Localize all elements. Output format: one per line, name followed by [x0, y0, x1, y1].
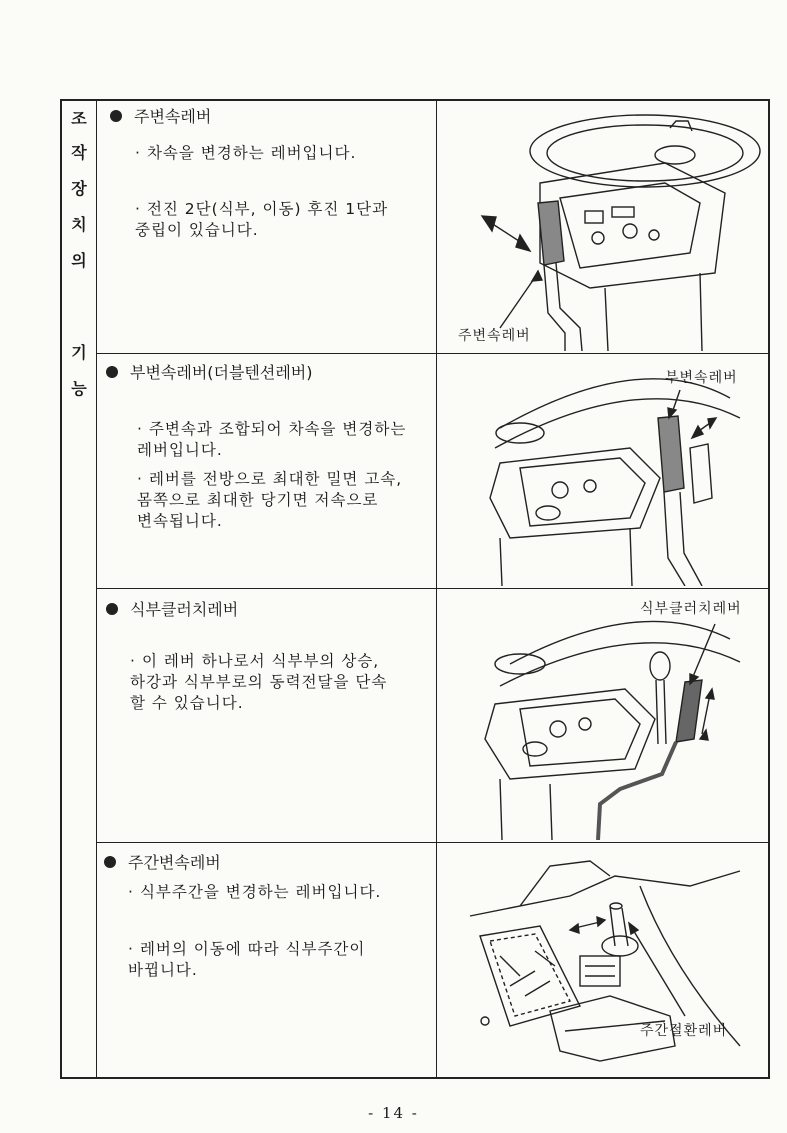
row-divider-3: [96, 842, 770, 843]
side-label-char: 능: [71, 379, 87, 398]
bullet-icon: [104, 856, 116, 868]
section-title-sub-shift: [106, 360, 313, 383]
description-item: [128, 918, 365, 981]
frame-right: [768, 99, 770, 1079]
section-title-text: 식부클러치레버: [130, 600, 239, 619]
middle-dot-icon: ·: [128, 883, 134, 901]
description-text: 식부주간을 변경하는 레버입니다.: [139, 883, 382, 901]
figure-label: 주변속레버: [458, 328, 531, 344]
middle-dot-icon: ·: [130, 652, 136, 670]
middle-dot-icon: ·: [128, 940, 134, 958]
section-title-planting-clutch: [106, 597, 238, 620]
content-figure-divider: [436, 99, 437, 1079]
figure-label: 식부클러치레버: [640, 601, 742, 617]
description-text: 전진 2단(식부, 이동) 후진 1단과 중립이 있습니다.: [135, 200, 389, 239]
bullet-icon: [106, 366, 118, 378]
section-title-text: 주변속레버: [134, 107, 212, 126]
side-label-char: 조: [71, 109, 87, 128]
side-column-divider: [96, 99, 97, 1079]
side-label-char: 기: [71, 343, 87, 362]
middle-dot-icon: ·: [137, 470, 143, 488]
description-text: 레버의 이동에 따라 식부주간이 바뀝니다.: [128, 940, 366, 979]
bullet-icon: [110, 110, 122, 122]
description-item: [135, 143, 356, 164]
frame-bottom: [60, 1077, 770, 1079]
row-divider-1: [96, 353, 770, 354]
description-text: 레버를 전방으로 최대한 밀면 고속, 몸쪽으로 최대한 당기면 저속으로 변속됩니다.: [137, 470, 403, 530]
frame-top: [60, 99, 770, 101]
description-item: [135, 178, 388, 241]
side-label-char: 치: [71, 215, 87, 234]
description-text: 이 레버 하나로서 식부부의 상승, 하강과 식부부로의 동력전달을 단속 할 수 있습니다.: [130, 652, 388, 712]
description-item: [130, 630, 387, 714]
side-label-char: 작: [71, 143, 87, 162]
bullet-icon: [106, 603, 118, 615]
frame-left: [60, 99, 62, 1079]
figure-label: 부변속레버: [665, 370, 738, 386]
middle-dot-icon: ·: [135, 200, 141, 218]
middle-dot-icon: ·: [137, 420, 143, 438]
figure-label: 주간절환레버: [640, 1023, 728, 1039]
middle-dot-icon: ·: [135, 144, 141, 162]
section-title-text: 부변속레버(더블텐션레버): [130, 363, 313, 382]
page-number: - 14 -: [368, 1104, 419, 1122]
description-item: [137, 448, 402, 532]
row-divider-2: [96, 588, 770, 589]
section-title-text: 주간변속레버: [128, 853, 221, 872]
main-shift-lever-illustration: [440, 103, 766, 351]
description-text: 차속을 변경하는 레버입니다.: [146, 144, 357, 162]
description-text: 주변속과 조합되어 차속을 변경하는 레버입니다.: [137, 420, 407, 459]
section-title-hill-spacing: [104, 850, 221, 873]
sub-shift-lever-illustration: [440, 358, 766, 586]
side-label-char: 의: [71, 251, 87, 270]
side-label-char: 장: [71, 179, 87, 198]
planting-clutch-lever-illustration: [440, 594, 766, 840]
description-item: [128, 882, 381, 903]
section-title-main-shift: [110, 104, 211, 127]
